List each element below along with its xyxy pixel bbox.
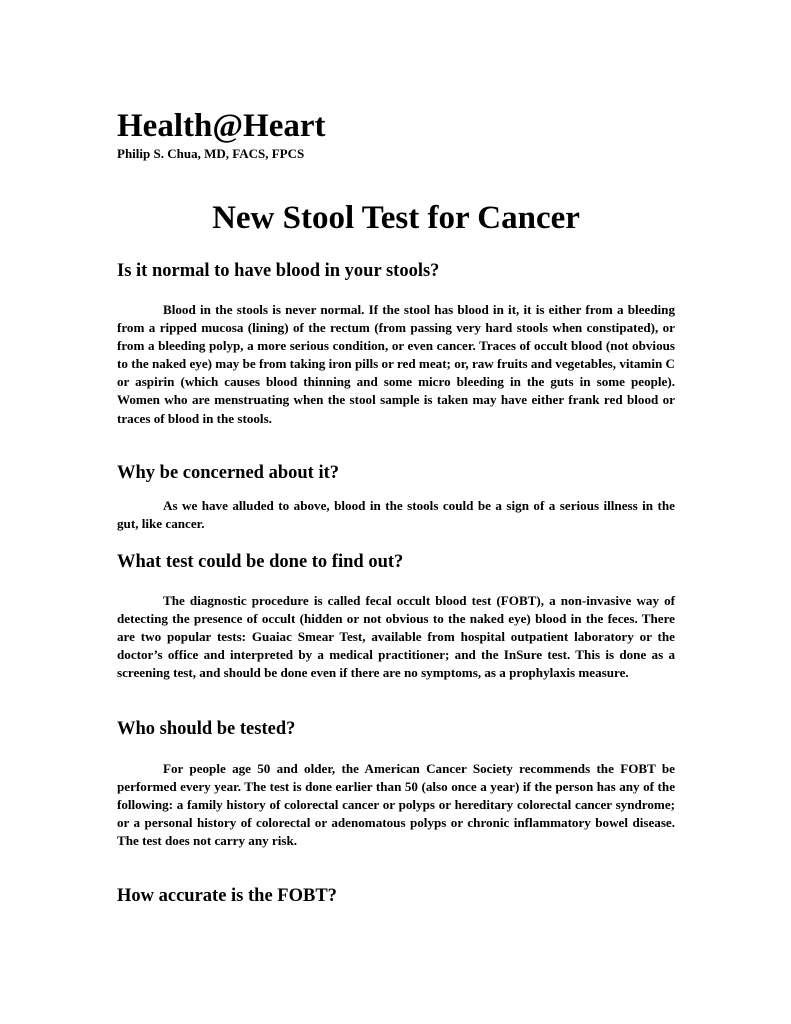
section-heading-why-concerned: Why be concerned about it? [117, 463, 339, 483]
masthead: Health@Heart [117, 108, 326, 144]
section-body-what-test: The diagnostic procedure is called fecal occult blood test (FOBT), a non-invasive way of detecting the presence of occult (hidden or not obvious to the naked eye) blood in the feces. There are two popular tests: Guaiac Smear Test, available from hospital outpatient laboratory or the doctor’s office and interpreted by a medical practitioner; and the InSure test. This is done as a screening test, and should be done even if there are no symptoms, as a prophylaxis measure. [117, 593, 675, 681]
section-body-normal-blood: Blood in the stools is never normal. If the stool has blood in it, it is either from a bleeding from a ripped mucosa (lining) of the rectum (from passing very hard stools when constipated), or from a bleeding polyp, a more serious condition, or even cancer. Traces of occult blood (not obvious to the naked eye) may be from taking iron pills or red meat; or, raw fruits and vegetables, vitamin C or aspirin (which causes blood thinning and some micro bleeding in the guts in some people). Women who are menstruating when the stool sample is taken may have either frank red blood or traces of blood in the stools. [117, 302, 675, 426]
section-heading-who-tested: Who should be tested? [117, 719, 296, 739]
section-body-why-concerned: As we have alluded to above, blood in the stools could be a sign of a serious illness in the gut, like cancer. [117, 498, 675, 532]
section-heading-normal-blood: Is it normal to have blood in your stools? [117, 261, 440, 281]
article-title: New Stool Test for Cancer [212, 200, 580, 236]
section-body-who-tested: For people age 50 and older, the American Cancer Society recommends the FOBT be performed every year. The test is done earlier than 50 (also once a year) if the person has any of the following: a family history of colorectal cancer or polyps or hereditary colorectal cancer syndrome; or a personal history of colorectal or adenomatous polyps or chronic inflammatory bowel disease. The test does not carry any risk. [117, 761, 675, 849]
author-byline: Philip S. Chua, MD, FACS, FPCS [117, 146, 305, 161]
section-heading-accuracy: How accurate is the FOBT? [117, 886, 337, 906]
section-heading-what-test: What test could be done to find out? [117, 552, 404, 572]
